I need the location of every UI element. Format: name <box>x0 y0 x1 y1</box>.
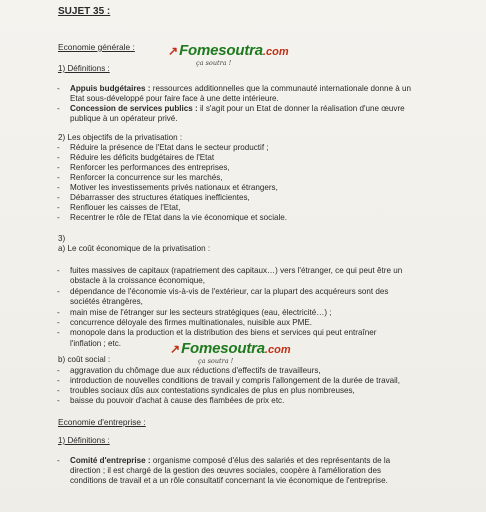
watermark-brand: Fomesoutra <box>179 42 263 59</box>
definitions-heading-2: 1) Définitions : <box>58 436 110 445</box>
item-3-number: 3) <box>58 234 66 243</box>
runner-icon: ↗ <box>168 44 179 58</box>
list-item: troubles sociaux dûs aux contestations syndicales de plus en plus nombreuses, <box>70 386 355 395</box>
watermark-tagline: ça soutra ! <box>198 357 234 365</box>
watermark-brand: Fomesoutra <box>181 340 265 357</box>
list-item: Renforcer les performances des entreprises, <box>70 163 230 172</box>
objectives-heading: 2) Les objectifs de la privatisation : <box>58 133 183 142</box>
watermark-logo-2 <box>170 340 291 365</box>
list-item: dépendance de l'économie vis-à-vis de l'extérieur, car la plupart des acquéreurs sont des <box>70 286 389 296</box>
watermark-domain: .com <box>262 46 289 58</box>
social-heading: b) coût social : <box>58 355 111 364</box>
list-item: l'inflation ; etc. <box>70 338 122 348</box>
runner-icon: ↗ <box>170 342 181 356</box>
list-item: monopole dans la production et la distribution des biens et services qui peut entraîner <box>70 328 377 338</box>
list-item: Renforcer la concurrence sur les marchés, <box>70 173 223 182</box>
document-page: SUJET 35 : Economie générale : ↗Fomesoutra.com ça soutra ! 1) Définitions : - Appuis budgétaires : ressources additionnelles que la communauté internationale donne à un Etat sous-développé pour faire face à une dette intérieure. - Concession de services publics : il s'agit pour un Etat de donner la réalisation d'une œuvre publique à un opérateur privé. 2) Les objectifs de la privatisation : - Réduire la présence de l'Etat dans le secteur productif ; - Réduire les déficits budgétaires de l'Etat - Renforcer les performances des entreprises, - Renforcer la concurrence sur les marchés, - Motiver les investissements privés nationaux et étrangers, - Débarrasser des structures étatiques inefficientes, - Renflouer les caisses de l'Etat, - Recentrer le rôle de l'Etat dans la vie économique et sociale. 3) a) Le coût économique de la privatisation : - fuites massives de capitaux (rapatriement des capitaux…) vers l'étranger, ce qui peut être un obstacle à la croissance économique, - dépendance de l'économie vis-à-vis de l'extérieur, car la plupart des acquéreurs sont des sociétés étrangères, - main mise de l'étranger sur les secteurs stratégiques (eau, électricité…) ; - concurrence déloyale des firmes multinationales, nuisible aux PME. - monopole dans la production et la distribution des biens et services qui peut entraîner l'inflation ; etc. ↗Fomesoutra.com ça soutra ! b) coût social : - aggravation du chômage due aux réductions d'effectifs de travailleurs, - introduction de nouvelles conditions de travail y compris l'allongement de la durée de travail, - troubles sociaux dûs aux contestations syndicales de plus en plus nombreuses, - baisse du pouvoir d'achat à cause des flambées de prix etc. Economie d'entreprise : 1) Définitions : - Comité d'entreprise : organisme composé d'élus des salariés et des représentants de la direction ; il est chargé de la gestion des œuvres sociales, coopère à l'amélioration des conditions de travail et a un rôle consultatif concernant la vie économique de l'entreprise. <box>0 0 486 512</box>
list-item: Renflouer les caisses de l'Etat, <box>70 203 181 212</box>
list-item: main mise de l'étranger sur les secteurs stratégiques (eau, électricité…) ; <box>70 307 332 317</box>
definitions-heading: 1) Définitions : <box>58 64 110 73</box>
section-heading-economie-entreprise: Economie d'entreprise : <box>58 417 146 427</box>
watermark-domain: .com <box>264 344 291 356</box>
list-item: Motiver les investissements privés nationaux et étrangers, <box>70 183 278 192</box>
list-item: concurrence déloyale des firmes multinationales, nuisible aux PME. <box>70 318 313 327</box>
list-item: aggravation du chômage due aux réductions d'effectifs de travailleurs, <box>70 366 321 375</box>
list-item: Débarrasser des structures étatiques inefficientes, <box>70 193 250 202</box>
list-item: Réduire la présence de l'Etat dans le secteur productif ; <box>70 143 269 152</box>
list-item: introduction de nouvelles conditions de travail y compris l'allongement de la durée de travail, <box>70 376 400 385</box>
cost-heading: a) Le coût économique de la privatisation : <box>58 244 211 253</box>
definition-appuis-budgetaires-cont: Etat sous-développé pour faire face à une dette intérieure. <box>70 94 279 103</box>
watermark-tagline: ça soutra ! <box>196 59 232 67</box>
list-item: baisse du pouvoir d'achat à cause des flambées de prix etc. <box>70 396 285 405</box>
watermark-logo <box>168 42 289 67</box>
list-item: fuites massives de capitaux (rapatriement des capitaux…) vers l'étranger, ce qui peut être un <box>70 266 403 275</box>
definition-concession-cont: publique à un opérateur privé. <box>70 114 178 123</box>
list-item: obstacle à la croissance économique, <box>70 276 205 286</box>
definition-comite-entreprise-cont: direction ; il est chargé de la gestion des œuvres sociales, coopère à l'amélioration des <box>70 466 382 475</box>
list-item: Recentrer le rôle de l'Etat dans la vie économique et sociale. <box>70 213 288 222</box>
definition-appuis-budgetaires: Appuis budgétaires : ressources additionnelles que la communauté internationale donne à un <box>70 84 412 93</box>
definition-concession: Concession de services publics : il s'agit pour un Etat de donner la réalisation d'une œuvre <box>70 104 405 113</box>
definition-comite-entreprise-cont: conditions de travail et a un rôle consultatif concernant la vie économique de l'entreprise. <box>70 476 388 485</box>
list-item: sociétés étrangères, <box>70 297 143 307</box>
section-heading-economie-generale: Economie générale : <box>58 42 135 52</box>
page-title: SUJET 35 : <box>58 6 111 17</box>
definition-comite-entreprise: Comité d'entreprise : organisme composé d'élus des salariés et des représentants de la <box>70 456 391 465</box>
list-item: Réduire les déficits budgétaires de l'Etat <box>70 153 215 162</box>
